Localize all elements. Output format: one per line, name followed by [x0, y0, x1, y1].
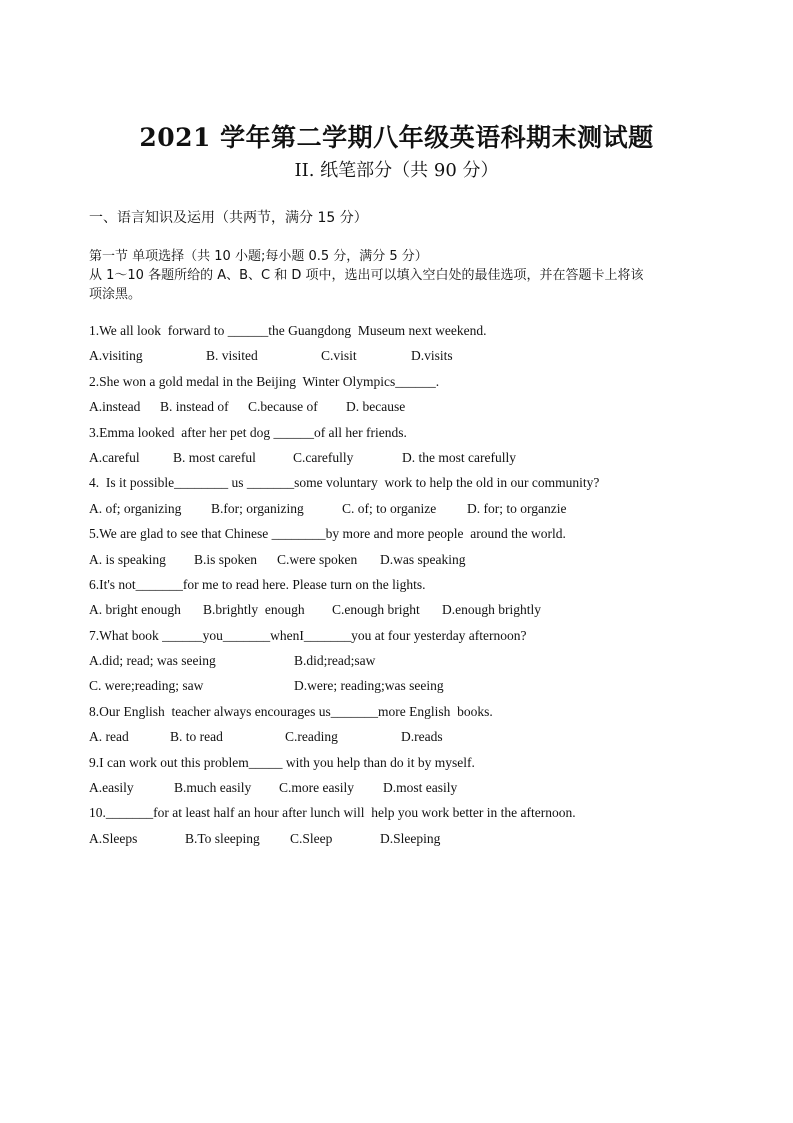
option-c: C.more easily	[279, 780, 354, 796]
option-c: C. of; to organize	[342, 500, 437, 516]
option-c: C.enough bright	[332, 602, 420, 618]
option-a: A.easily	[89, 780, 134, 796]
option-d: D.was speaking	[380, 551, 466, 567]
question-options	[89, 601, 729, 626]
section-heading: 一、语言知识及运用（共两节，满分 15 分）	[89, 210, 368, 226]
question-stem: 3.Emma looked after her pet dog ______of all her friends.	[89, 424, 407, 440]
option-a: A. read	[89, 729, 129, 745]
question-stem: 6.It's not_______for me to read here. Please turn on the lights.	[89, 576, 426, 592]
option-a: A.careful	[89, 449, 140, 465]
option-b: B. visited	[206, 348, 258, 364]
option-a: A. bright enough	[89, 602, 181, 618]
question-options	[89, 551, 729, 576]
question-options	[89, 779, 729, 804]
exam-subtitle: II. 纸笔部分（共 90 分）	[294, 160, 499, 181]
question-stem: 10._______for at least half an hour after lunch will help you work better in the afternoon.	[89, 805, 576, 821]
option-d: D. because	[346, 399, 406, 415]
question-stem: 7.What book ______you_______whenI_______you at four yesterday afternoon?	[89, 627, 527, 643]
question-options	[89, 677, 729, 702]
option-b: B.did;read;saw	[294, 653, 376, 669]
option-b: B.To sleeping	[185, 830, 260, 846]
option-c: C.Sleep	[290, 830, 333, 846]
option-d: D. the most carefully	[402, 449, 516, 465]
question-options	[89, 652, 729, 677]
option-c: C.carefully	[293, 449, 354, 465]
question-stem: 4. Is it possible________ us _______some voluntary work to help the old in our community?	[89, 475, 600, 491]
question-options	[89, 728, 729, 753]
question-options	[89, 449, 729, 474]
option-a: A.did; read; was seeing	[89, 653, 216, 669]
question-stem: 8.Our English teacher always encourages us_______more English books.	[89, 703, 493, 719]
option-d: D.enough brightly	[442, 602, 541, 618]
instruction-line-2: 项涂黑。	[89, 287, 142, 302]
question-options	[89, 398, 729, 423]
option-b: B. most careful	[173, 449, 256, 465]
part-instructions	[89, 247, 709, 304]
question-stem: 5.We are glad to see that Chinese ________by more and more people around the world.	[89, 526, 566, 542]
question-options	[89, 830, 729, 855]
option-d: D.Sleeping	[380, 830, 441, 846]
exam-title: 2021 学年第二学期八年级英语科期末测试题	[139, 123, 654, 152]
question-list	[89, 322, 729, 855]
part-title: 第一节 单项选择（共 10 小题;每小题 0.5 分，满分 5 分）	[89, 249, 428, 264]
option-c: C. were;reading; saw	[89, 678, 204, 694]
option-d: D.reads	[401, 729, 443, 745]
option-d: D. for; to organzie	[467, 500, 567, 516]
option-b: B. to read	[170, 729, 223, 745]
option-c: C.visit	[321, 348, 357, 364]
instruction-line-1: 从 1～10 各题所给的 A、B、C 和 D 项中，选出可以填入空白处的最佳选项，并在答题卡上将该	[89, 268, 644, 283]
option-c: C.were spoken	[277, 551, 358, 567]
option-d: D.most easily	[383, 780, 458, 796]
question-stem: 2.She won a gold medal in the Beijing Winter Olympics______.	[89, 373, 440, 389]
option-a: A. of; organizing	[89, 500, 182, 516]
question-options	[89, 347, 729, 372]
option-b: B.brightly enough	[203, 602, 305, 618]
option-a: A.instead	[89, 399, 141, 415]
question-stem: 9.I can work out this problem_____ with you help than do it by myself.	[89, 754, 475, 770]
option-c: C.reading	[285, 729, 338, 745]
option-b: B. instead of	[160, 399, 229, 415]
option-b: B.much easily	[174, 780, 252, 796]
option-a: A.visiting	[89, 348, 143, 364]
option-b: B.is spoken	[194, 551, 258, 567]
option-b: B.for; organizing	[211, 500, 304, 516]
option-d: D.visits	[411, 348, 453, 364]
question-stem: 1.We all look forward to ______the Guangdong Museum next weekend.	[89, 323, 487, 338]
option-a: A.Sleeps	[89, 830, 138, 846]
question-options	[89, 500, 729, 525]
option-c: C.because of	[248, 399, 318, 415]
option-a: A. is speaking	[89, 551, 166, 567]
option-d: D.were; reading;was seeing	[294, 678, 444, 694]
